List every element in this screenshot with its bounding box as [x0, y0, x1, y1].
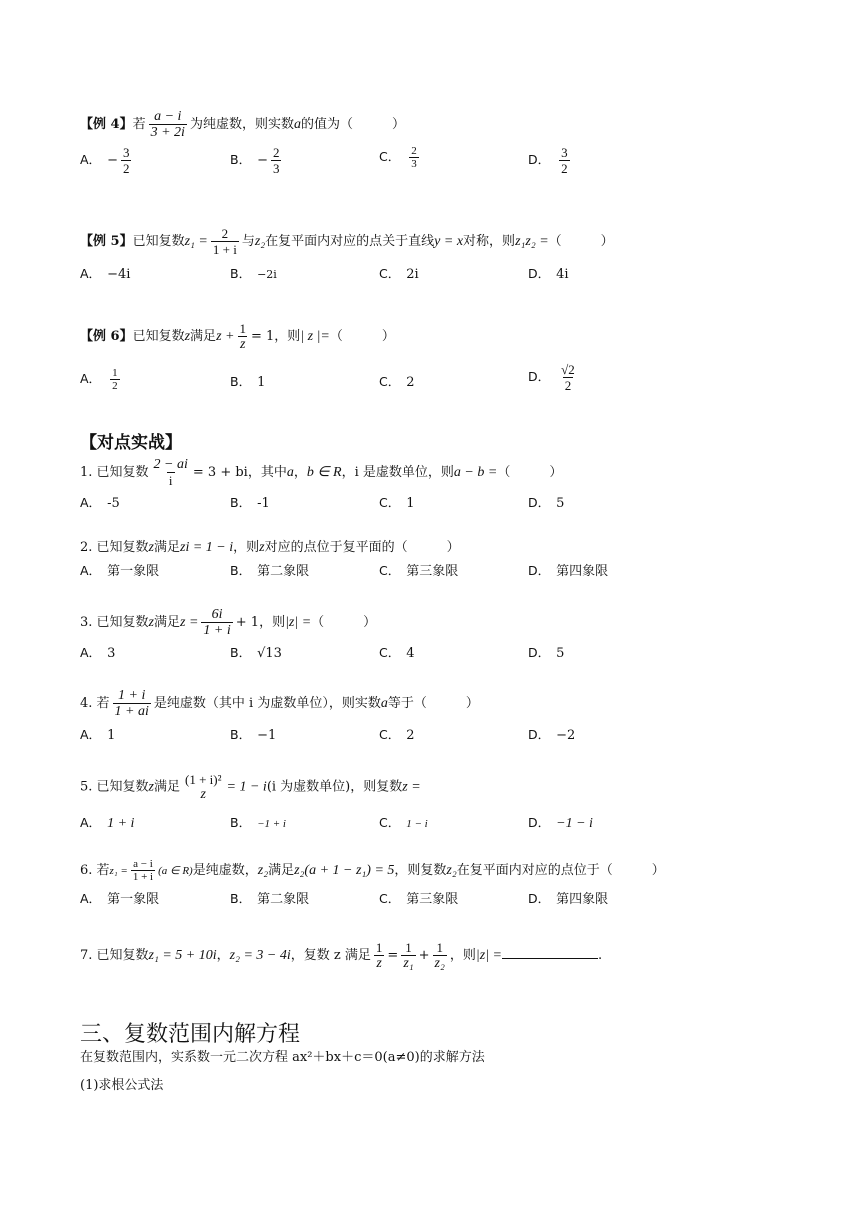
option-b[interactable]: B． −1 + i — [230, 815, 286, 830]
problem-4-stem: 4. 若 $\frac{1 + i}{1 + ai}$ 是纯虚数（其中 i 为虚数单位），则实数a等于（ ） — [80, 688, 479, 719]
option-c[interactable]: C． 第三象限 — [379, 891, 459, 907]
option-a[interactable]: A． 1 — [80, 727, 116, 743]
answer-blank[interactable] — [502, 946, 598, 959]
option-d[interactable]: D． 5 — [528, 645, 565, 661]
example-6-stem: 【例 6】已知复数z满足z + $\frac{1}{z}$ = 1，则| z |=（ ） — [80, 321, 395, 352]
option-c[interactable]: C． 2 — [379, 727, 415, 743]
option-a[interactable]: A． − $\frac{3}{2}$ — [80, 145, 130, 176]
option-c[interactable]: C． 1 − i — [379, 815, 428, 830]
example-5-stem: 【例 5】已知复数z₁ = $\frac{2}{1 + i}$ 与z₂在复平面内对应的点关于直线y = x对称，则z₁z₂ =（ ） — [80, 226, 614, 257]
part-intro: 在复数范围内，实系数一元二次方程 ax²＋bx＋c＝0(a≠0)的求解方法 — [80, 1050, 485, 1065]
option-d[interactable]: D． 4i — [528, 266, 569, 282]
problem-6-stem: 6. 若z₁ = $\frac{a - i}{1 + i}$ (a ∈ R)是纯虚数，z₂满足z₂(a + 1 − z₁) = 5，则复数z₂在复平面内对应的点位于（ ） — [80, 858, 665, 883]
problem-5-stem: 5. 已知复数z满足 (1 + i)² z = 1 − i(i 为虚数单位)，则复数z = — [80, 772, 421, 802]
option-c[interactable]: C． $\frac{2}{3}$ — [379, 145, 417, 170]
option-c[interactable]: C． 第三象限 — [379, 563, 459, 579]
part-title: 三、复数范围内解方程 — [80, 1022, 301, 1047]
option-a[interactable]: A． -5 — [80, 495, 120, 511]
option-d[interactable]: D． −2 — [528, 727, 576, 743]
option-c[interactable]: C． 4 — [379, 645, 415, 661]
option-a[interactable]: A． 第一象限 — [80, 891, 160, 907]
problem-2-stem: 2. 已知复数z满足zi = 1 − i，则z对应的点位于复平面的（ ） — [80, 540, 460, 555]
option-a[interactable]: A． 3 — [80, 645, 116, 661]
option-c[interactable]: C． 2i — [379, 266, 419, 282]
option-b[interactable]: B． − $\frac{2}{3}$ — [230, 145, 280, 176]
option-a[interactable]: A． $\frac{1}{2}$ — [80, 367, 118, 392]
option-a[interactable]: A． 第一象限 — [80, 563, 160, 579]
option-d[interactable]: D． $\frac{√2}{2}$ — [528, 362, 575, 393]
fraction: $\frac{a - i}{3 + 2i}$ — [150, 109, 185, 140]
problem-7-stem: 7. 已知复数z₁ = 5 + 10i，z₂ = 3 − 4i，复数 z 满足 $\frac{1}{z}$ = $\frac{1}{\text{z₁}}$ + $\frac{1}{\text{z₂}}$ ，则|z| = . — [80, 940, 603, 971]
option-d[interactable]: D． $\frac{3}{2}$ — [528, 145, 568, 176]
option-d[interactable]: D． 5 — [528, 495, 565, 511]
option-d[interactable]: D． −1 − i — [528, 815, 593, 831]
option-b[interactable]: B． 第二象限 — [230, 563, 310, 579]
section-title: 【对点实战】 — [80, 433, 182, 453]
example-4-stem: 【例 4】若 $\frac{a - i}{3 + 2i}$ 为纯虚数，则实数a的值为（ ） — [80, 109, 405, 140]
option-d[interactable]: D． 第四象限 — [528, 891, 609, 907]
option-a[interactable]: A． 1 + i — [80, 815, 135, 831]
option-b[interactable]: B． √13 — [230, 645, 282, 661]
option-c[interactable]: C． 2 — [379, 374, 415, 390]
option-b[interactable]: B． 1 — [230, 374, 266, 390]
option-b[interactable]: B． −2i — [230, 266, 277, 281]
option-b[interactable]: B． −1 — [230, 727, 277, 743]
option-a[interactable]: A． −4i — [80, 266, 131, 282]
option-c[interactable]: C． 1 — [379, 495, 415, 511]
option-d[interactable]: D． 第四象限 — [528, 563, 609, 579]
problem-1-stem: 1. 已知复数 $\frac{2 - ai}{i}$ = 3 + bi，其中a，b ∈ R，i 是虚数单位，则a − b =（ ） — [80, 457, 563, 488]
option-b[interactable]: B． 第二象限 — [230, 891, 310, 907]
example-tag: 【例 5】 — [80, 234, 133, 249]
option-b[interactable]: B． -1 — [230, 495, 270, 511]
example-tag: 【例 4】 — [80, 117, 133, 132]
problem-3-stem: 3. 已知复数z满足z = $\frac{6i}{1 + i}$ + 1，则|z| =（ ） — [80, 607, 377, 638]
example-tag: 【例 6】 — [80, 329, 133, 344]
method-heading: (1)求根公式法 — [80, 1078, 164, 1093]
